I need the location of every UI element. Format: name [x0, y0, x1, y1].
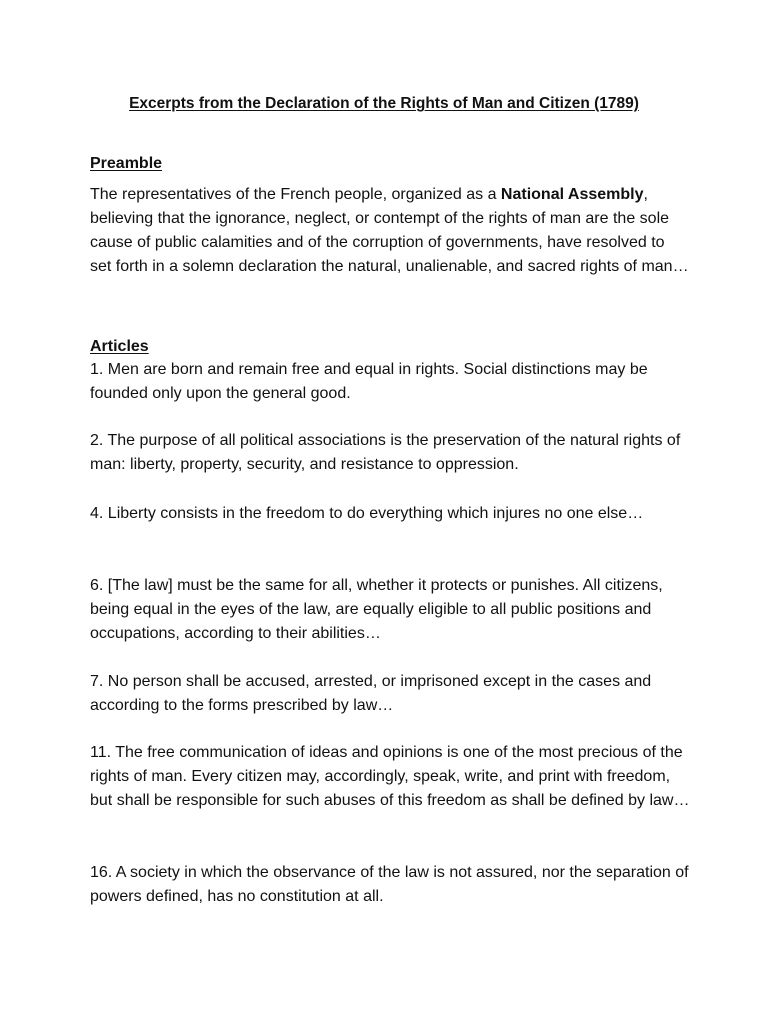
preamble-text	[90, 183, 690, 279]
article-7: 7. No person shall be accused, arrested, or imprisoned except in the cases and according to the forms prescribed by law…	[90, 673, 652, 714]
preamble-text-part1: The representatives of the French people, organized as a	[90, 186, 501, 203]
preamble-heading: Preamble	[90, 155, 163, 172]
article-2: 2. The purpose of all political associations is the preservation of the natural rights of man: liberty, property, security, and resistance to oppression.	[90, 432, 681, 473]
article-6: 6. [The law] must be the same for all, whether it protects or punishes. All citizens, being equal in the eyes of the law, are equally eligible to all public positions and occupations, according to their abilities…	[90, 577, 663, 642]
preamble-text-part2: , believing that the ignorance, neglect, or contempt of the rights of man are the sole cause of public calamities and of the corruption of governments, have resolved to set forth in a solemn declaration the natural, unalienable, and sacred rights of man…	[90, 186, 689, 275]
article-4: 4. Liberty consists in the freedom to do everything which injures no one else…	[90, 505, 644, 522]
article-11: 11. The free communication of ideas and opinions is one of the most precious of the rights of man. Every citizen may, accordingly, speak, write, and print with freedom, but shall be responsible for such abuses of this freedom as shall be defined by law…	[90, 744, 690, 809]
document-title: Excerpts from the Declaration of the Rights of Man and Citizen (1789)	[129, 95, 639, 112]
preamble-bold-phrase: National Assembly	[500, 186, 644, 203]
article-1: 1. Men are born and remain free and equal in rights. Social distinctions may be founded only upon the general good.	[90, 361, 648, 402]
articles-heading: Articles	[90, 338, 149, 355]
article-16: 16. A society in which the observance of the law is not assured, nor the separation of powers defined, has no constitution at all.	[90, 864, 689, 905]
